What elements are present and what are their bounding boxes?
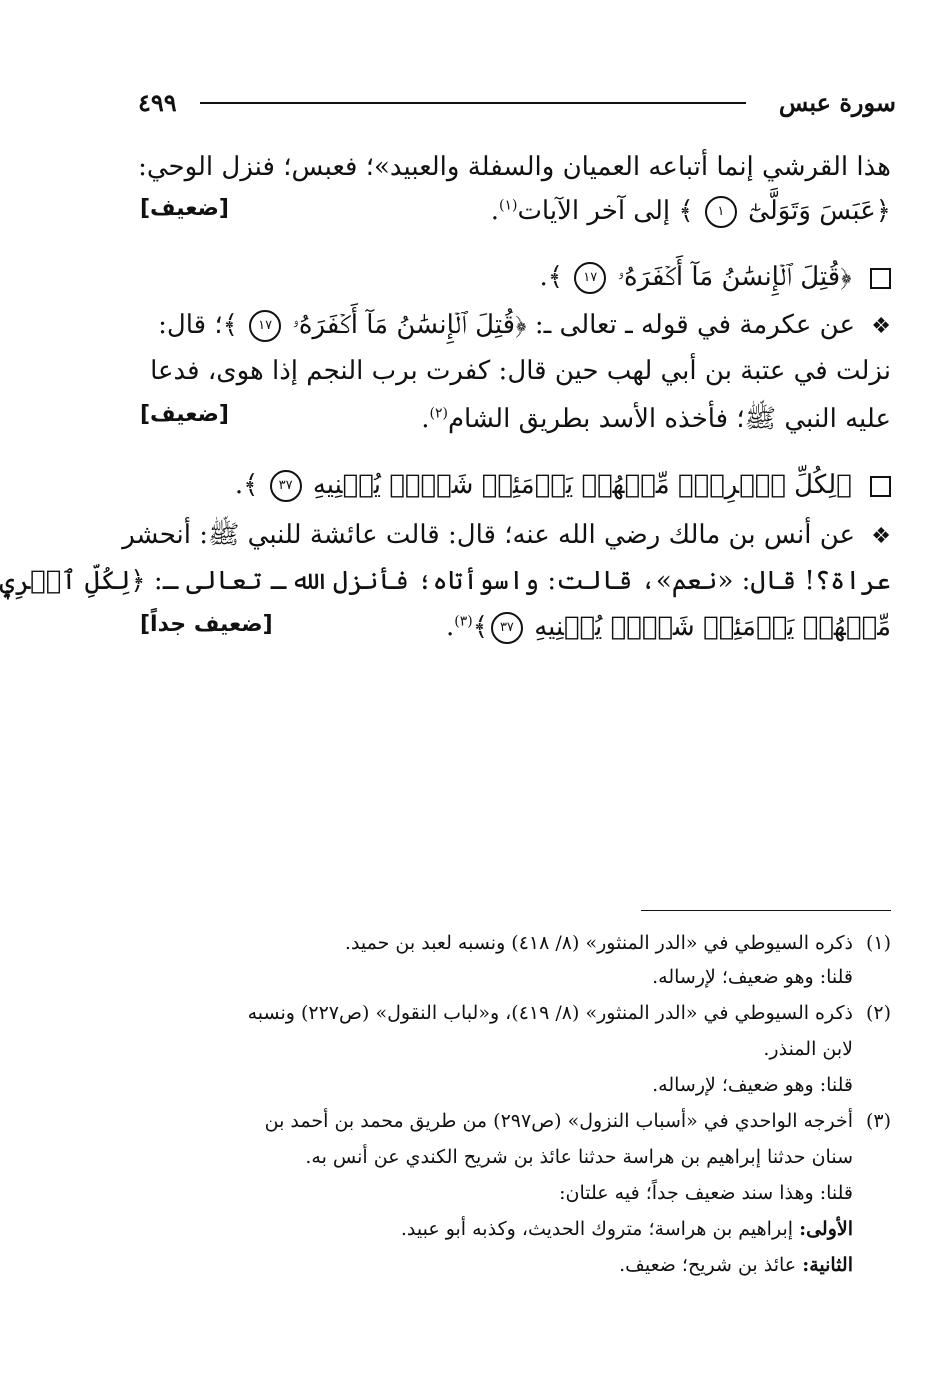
star-bullet-icon: ❖ [871, 524, 891, 549]
verse-number-marker: ١ [705, 196, 737, 228]
square-bullet-icon [870, 268, 891, 289]
star-bullet-icon: ❖ [871, 314, 891, 339]
text-line: مِّنۡهُمۡ يَوۡمَئِذٖ شَأۡنٞ يُغۡنِيهِ ٣٧﴾$^{(٣)}$. [ضعيف جداً] [140, 612, 891, 642]
footnote-line: قلنا: وهذا سند ضعيف جداً؛ فيه علتان: [559, 1182, 853, 1204]
text-line: نزلت في عتبة بن أبي لهب حين قال: كفرت برب النجم إذا هوى، فدعا [150, 356, 891, 386]
verse-number-marker: ٣٧ [491, 612, 523, 644]
footnote-number: (٣) [865, 1110, 891, 1132]
footnote-ref: (١) [498, 197, 518, 214]
header-rule [200, 102, 746, 104]
text-line: هذا القرشي إنما أتباعه العميان والسفلة والعبيد»؛ فعبس؛ فنزل الوحي: [138, 152, 891, 182]
footnote-line: (١)ذكره السيوطي في «الدر المنثور» (٨/ ٤١٨) ونسبه لعبد بن حميد. [344, 932, 891, 954]
footnote-line: سنان حدثنا إبراهيم بن هراسة حدثنا عائذ بن شريح الكندي عن أنس به. [305, 1146, 853, 1168]
verse-number-marker: ١٧ [249, 310, 281, 342]
text-line: ❖ عن أنس بن مالك رضي الله عنه؛ قال: قالت عائشة للنبي ﷺ: أنحشر [122, 520, 891, 550]
footnote-line: الأولى: إبراهيم بن هراسة؛ متروك الحديث، وكذبه أبو عبيد. [400, 1218, 853, 1240]
text-line: عراة؟! قال: «نعم»، قالت: واسوأتاه؛ فأنزل الله ـ تعالى ـ: ﴿لِكُلِّ ٱمۡرِيٕٖ [0, 566, 891, 596]
footnote-ref: (٢) [429, 405, 448, 422]
footnote-line: لابن المنذر. [763, 1038, 853, 1060]
surah-title: سورة عبس [778, 88, 896, 117]
footnote-number: (٢) [865, 1002, 891, 1024]
verse-heading: ﴿لِكُلِّ ٱمۡرِيٕٖ مِّنۡهُمۡ يَوۡمَئِذٖ شَأۡنٞ يُغۡنِيهِ ٣٧ ﴾. [140, 470, 891, 516]
quran-quote: ﴿عَبَسَ وَتَوَلَّىٰٓ [748, 196, 891, 226]
footnote-separator [641, 910, 891, 911]
quran-quote: مِّنۡهُمۡ يَوۡمَئِذٖ شَأۡنٞ يُغۡنِيهِ [534, 612, 891, 642]
square-bullet-icon [870, 476, 891, 497]
verse-number-marker: ١٧ [574, 262, 606, 294]
footnote-ref: (٣) [454, 613, 473, 630]
quran-quote: ﴿قُتِلَ ٱلۡإِنسَٰنُ مَآ أَكۡفَرَهُۥ [617, 262, 852, 292]
footnote-line: الثانية: عائذ بن شريح؛ ضعيف. [619, 1254, 853, 1276]
page-number: ٤٩٩ [138, 88, 177, 117]
text-line: ❖ عن عكرمة في قوله ـ تعالى ـ: ﴿قُتِلَ ٱلۡإِنسَٰنُ مَآ أَكۡفَرَهُۥ ١٧ ﴾؛ قال: [158, 310, 891, 340]
footnote-line: (٢)ذكره السيوطي في «الدر المنثور» (٨/ ٤١٩)، و«لباب النقول» (ص٢٢٧) ونسبه [247, 1002, 891, 1024]
grade-label: [ضعيف] [140, 402, 229, 427]
footnote-line: (٣)أخرجه الواحدي في «أسباب النزول» (ص٢٩٧) من طريق محمد بن أحمد بن [264, 1110, 891, 1132]
footnote-number: (١) [865, 932, 891, 954]
running-header [138, 86, 896, 118]
quran-quote: ﴿لِكُلِّ ٱمۡرِيٕٖ مِّنۡهُمۡ يَوۡمَئِذٖ شَأۡنٞ يُغۡنِيهِ [312, 470, 852, 500]
text-line: ﴿عَبَسَ وَتَوَلَّىٰٓ ١ ﴾ إلى آخر الآيات$^{(١)}$. [ضعيف] [140, 196, 891, 226]
verse-number-marker: ٣٧ [270, 470, 302, 502]
grade-label: [ضعيف] [140, 196, 229, 221]
grade-label: [ضعيف جداً] [140, 612, 273, 637]
verse-heading: ﴿قُتِلَ ٱلۡإِنسَٰنُ مَآ أَكۡفَرَهُۥ ١٧ ﴾. [140, 262, 891, 308]
footnote-line: قلنا: وهو ضعيف؛ لإرساله. [652, 1074, 853, 1096]
text-line: عليه النبي ﷺ؛ فأخذه الأسد بطريق الشام$^{(٢)}$. [ضعيف] [140, 402, 891, 434]
footnote-line: قلنا: وهو ضعيف؛ لإرساله. [652, 966, 853, 988]
